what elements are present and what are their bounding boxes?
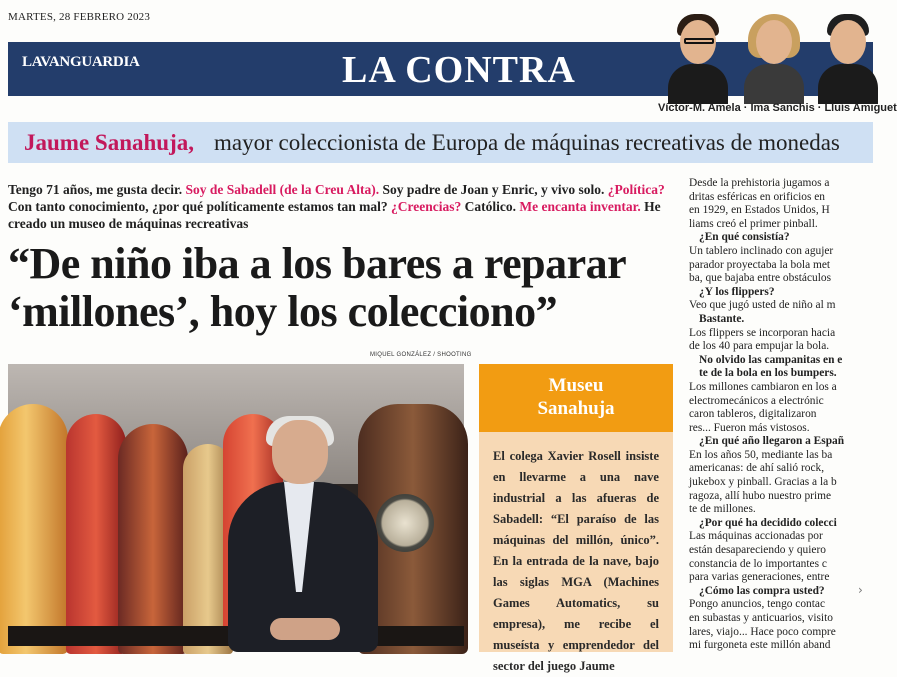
photo-credit: MIQUEL GONZÁLEZ / SHOOTING	[370, 352, 472, 358]
interview-answer-line: en 1929, en Estados Unidos, H	[689, 204, 830, 217]
columnist-portrait	[666, 14, 728, 96]
interview-answer-line: de los 40 para empujar la bola.	[689, 340, 830, 353]
interview-answer-line: Pongo anuncios, tengo contac	[689, 598, 826, 611]
columnist-names: Víctor-M. Amela · Ima Sanchis · Lluís Amiguet	[658, 102, 897, 114]
interview-answer-line: dritas esféricas en orificios en	[689, 190, 825, 203]
interview-question: Bastante.	[699, 312, 745, 325]
interviewee-band	[8, 122, 873, 163]
interview-answer-line: para varias generaciones, entre	[689, 571, 830, 584]
interview-question: ¿En qué año llegaron a Españ	[699, 435, 845, 448]
intro-highlight: Me encanta inventar.	[519, 199, 641, 214]
interviewee-description: mayor coleccionista de Europa de máquinas recreativas de monedas	[214, 130, 840, 155]
interview-answer-line: lares, viajo... Hace poco compre	[689, 625, 836, 638]
sidebar-title: Sanahuja	[537, 398, 615, 419]
headline-line: ‘millones’, hoy los colecciono”	[8, 287, 558, 336]
interview-question: ¿Por qué ha decidido colecci	[699, 516, 837, 529]
interview-answer-line: ragoza, allí hubo nuestro prime	[689, 489, 832, 502]
museum-sidebar	[479, 364, 673, 673]
interview-answer-line: Desde la prehistoria jugamos a	[689, 177, 830, 189]
interview-answer-line: Un tablero inclinado con agujer	[689, 244, 834, 257]
issue-date: MARTES, 28 FEBRERO 2023	[8, 11, 151, 23]
interview-answer-line: Los millones cambiaron en los a	[689, 380, 837, 393]
interview-answer-line: res... Fueron más vistosos.	[689, 421, 810, 434]
interview-answer-line: constancia de lo importantes c	[689, 557, 827, 570]
intro-paragraph	[8, 181, 668, 232]
interview-answer-line: jukebox y pinball. Gracias a la b	[689, 476, 837, 489]
interview-answer-line: están desapareciendo y quiero	[689, 544, 826, 557]
interview-answer-line: caron tableros, digitalizaron	[689, 408, 817, 421]
intro-text: Con tanto conocimiento, ¿por qué políticamente estamos tan mal?	[8, 199, 388, 214]
interview-question: te de la bola en los bumpers.	[699, 367, 837, 380]
intro-text: He creado un museo de máquinas recreativas	[8, 199, 661, 231]
intro-highlight: ¿Política?	[607, 182, 665, 197]
interview-question: No olvido las campanitas en e	[699, 353, 843, 366]
intro-text: Tengo 71 años, me gusta decir.	[8, 182, 183, 197]
intro-highlight: Soy de Sabadell (de la Creu Alta).	[185, 182, 380, 197]
interview-answer-line: ba, que bajaba entre obstáculos	[689, 272, 832, 285]
intro-text: Católico.	[464, 199, 516, 214]
interviewee-photo	[8, 364, 464, 646]
sidebar-title: Museu	[548, 375, 604, 396]
interview-answer-line: parador proyectaba la bola met	[689, 258, 831, 271]
interview-answer-line: liams creó el primer pinball.	[689, 217, 818, 230]
interview-question: ¿Cómo las compra usted?	[699, 584, 825, 597]
intro-highlight: ¿Creencias?	[390, 199, 462, 214]
article-headline	[8, 240, 668, 336]
interview-answer-line: Los flippers se incorporan hacia	[689, 326, 836, 339]
columnist-portrait	[816, 14, 878, 96]
interview-answer-line: en subastas y anticuarios, visito	[689, 612, 833, 624]
columnist-portraits	[660, 14, 873, 96]
intro-text: Soy padre de Joan y Enric, y vivo solo.	[382, 182, 605, 197]
interviewee-name: Jaume Sanahuja,	[24, 130, 194, 155]
interview-answer-line: Veo que jugó usted de niño al m	[689, 299, 836, 312]
interview-question: ¿Y los flippers?	[699, 285, 775, 298]
interview-answer-line: americanas: de ahí salió rock,	[689, 462, 825, 475]
interview-column	[689, 177, 873, 652]
scroll-arrow-icon[interactable]: ›	[858, 583, 863, 597]
columnist-portrait	[742, 14, 804, 96]
interview-question: ¿En qué consistía?	[699, 231, 790, 244]
section-title: LA CONTRA	[342, 49, 576, 91]
interview-answer-line: electromecánicos a electrónic	[689, 394, 824, 407]
sidebar-body: El colega Xavier Rosell insiste en llevarme a una nave industrial a las afueras de Sabadell: “El paraíso de las máquinas del millón, único”. En la entrada de la nave, bajo las siglas MGA (Machines Games Automatics, su empresa), me recibe el museísta y emprendedor del sector del juego Jaume	[493, 449, 659, 673]
interview-answer-line: te de millones.	[689, 503, 756, 516]
newspaper-logo[interactable]: LAVANGUARDIA	[22, 54, 140, 70]
sidebar-header	[479, 364, 673, 432]
interview-answer-line: En los años 50, mediante las ba	[689, 448, 833, 461]
headline-line: “De niño iba a los bares a reparar	[8, 239, 627, 288]
interview-answer-line: Las máquinas accionadas por	[689, 530, 823, 543]
interview-answer-line: mi furgoneta este millón aband	[689, 639, 831, 652]
